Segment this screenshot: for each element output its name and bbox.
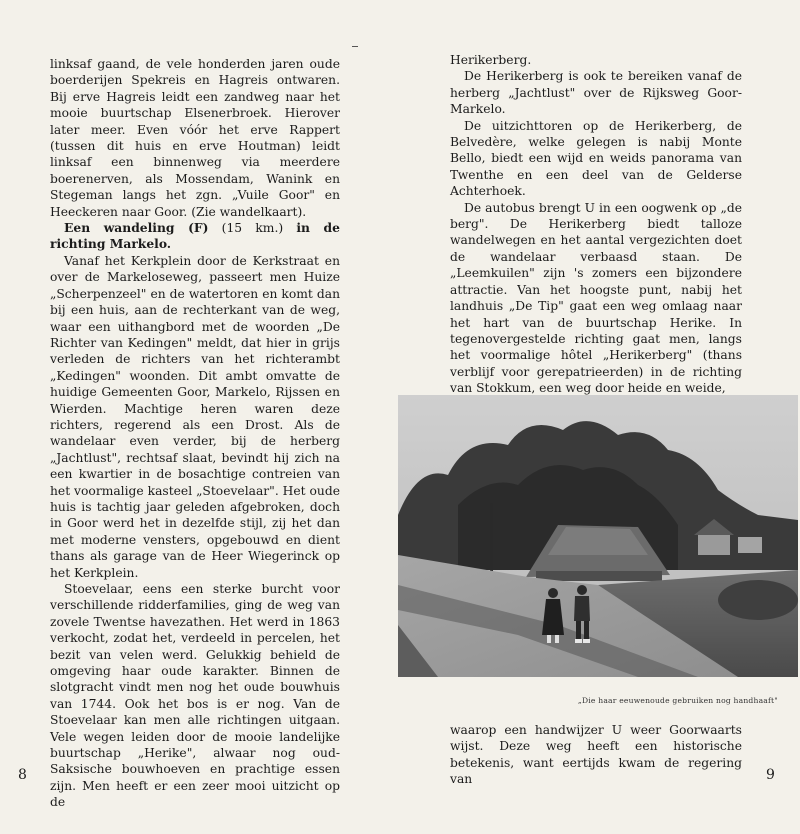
heading-distance: (15 km.) bbox=[208, 221, 297, 236]
right-paragraph-1: Herikerberg. bbox=[450, 53, 532, 67]
section-heading bbox=[50, 220, 340, 253]
photo-caption: „Die haar eeuwenoude gebruiken nog handhaaft" bbox=[577, 696, 778, 705]
right-text-column-bottom bbox=[450, 722, 742, 788]
page-number-right: 9 bbox=[766, 767, 775, 783]
right-paragraph-3: De uitzichttoren op de Herikerberg, de Belvedère, welke gelegen is nabij Monte Bello, biedt een wijd en weids panorama van Twenthe en een deel van de Gelderse Achterhoek. bbox=[450, 118, 742, 199]
page-mark bbox=[352, 46, 358, 47]
heading-title: Een wandeling (F) bbox=[64, 220, 209, 236]
left-text-column bbox=[50, 56, 340, 811]
farmhouse-photo bbox=[398, 395, 798, 677]
right-paragraph-5: waarop een handwijzer U weer Goorwaarts wijst. Deze weg heeft een historische betekenis, want eertijds kwam de regering van bbox=[450, 723, 742, 787]
right-paragraph-4: De autobus brengt U in een oogwenk op „de berg". De Herikerberg biedt talloze wandelwegen en het aantal vergezichten doet de wandelaar verbaasd staan. De „Leemkuilen" zijn 's zomers een bijzondere attractie. Van het hoogste punt, nabij het landhuis „De Tip" gaat een weg omlaag naar het hart van de buurtschap Herike. In tegenovergestelde richting gaat men, langs het voormalige hôtel „Herikerberg" (thans verblijf voor gerepatrieerden) in de richting van Stokkum, een weg door heide en weide, bbox=[450, 200, 742, 396]
right-text-column-top bbox=[450, 52, 742, 397]
left-paragraph-2: Vanaf het Kerkplein door de Kerkstraat en over de Markeloseweg, passeert men Huize „Scherpenzeel" en de watertoren en komt dan bij een huis, aan de rechterkant van de weg, waar een uithangbord met de woorden „De Richter van Kedingen" meldt, dat hier in grijs verleden de richters van het richterambt „Kedingen" woonden. Dit ambt omvatte de huidige Gemeenten Goor, Markelo, Rijssen en Wierden. Machtige heren waren deze richters, regerend als een Drost. Als de wandelaar even verder, bij de herberg „Jachtlust", rechtsaf slaat, bevindt hij zich na een kwartier in de bosachtige contreien van het voormalige kasteel „Stoevelaar". Het oude huis is tachtig jaar geleden afgebroken, doch in Goor werd het in dezelfde stijl, zij het dan met moderne vensters, opgebouwd en dient thans als garage van de Heer Wiegerinck op het Kerkplein. bbox=[50, 253, 340, 580]
page-number-left: 8 bbox=[18, 767, 27, 783]
left-paragraph-1: linksaf gaand, de vele honderden jaren oude boerderijen Spekreis en Hagreis ontwaren. Bij erve Hagreis leidt een zandweg naar het mooie buurtschap Elsenerbroek. Hierover later meer. Even vóór het erve Rappert (tussen dit huis en erve Houtman) leidt linksaf een binnenweg via meerdere boerenerven, als Mossendam, Wanink en Stegeman langs het zgn. „Vuile Goor" en Heeckeren naar Goor. (Zie wandelkaart). bbox=[50, 57, 340, 219]
right-paragraph-2: De Herikerberg is ook te bereiken vanaf de herberg „Jachtlust" over de Rijksweg Goor-Markelo. bbox=[450, 69, 742, 117]
farmhouse-photo-image bbox=[398, 395, 798, 677]
heading-direction: in de richting Markelo. bbox=[50, 220, 340, 252]
left-paragraph-3: Stoevelaar, eens een sterke burcht voor verschillende ridderfamilies, ging de weg van zovele Twentse havezathen. Het werd in 1863 verkocht, zodat het, verdeeld in percelen, het bezit van velen werd. Gelukkig behield de omgeving haar oude karakter. Binnen de slotgracht vindt men nog het oude bouwhuis van 1744. Ook het bos is er nog. Van de Stoevelaar kan men alle richtingen uitgaan. Vele wegen leiden door de mooie landelijke buurtschap „Herike", alwaar nog oud-Saksische bouwhoeven en prachtige essen zijn. Men heeft er een zeer mooi uitzicht op de bbox=[50, 582, 340, 810]
